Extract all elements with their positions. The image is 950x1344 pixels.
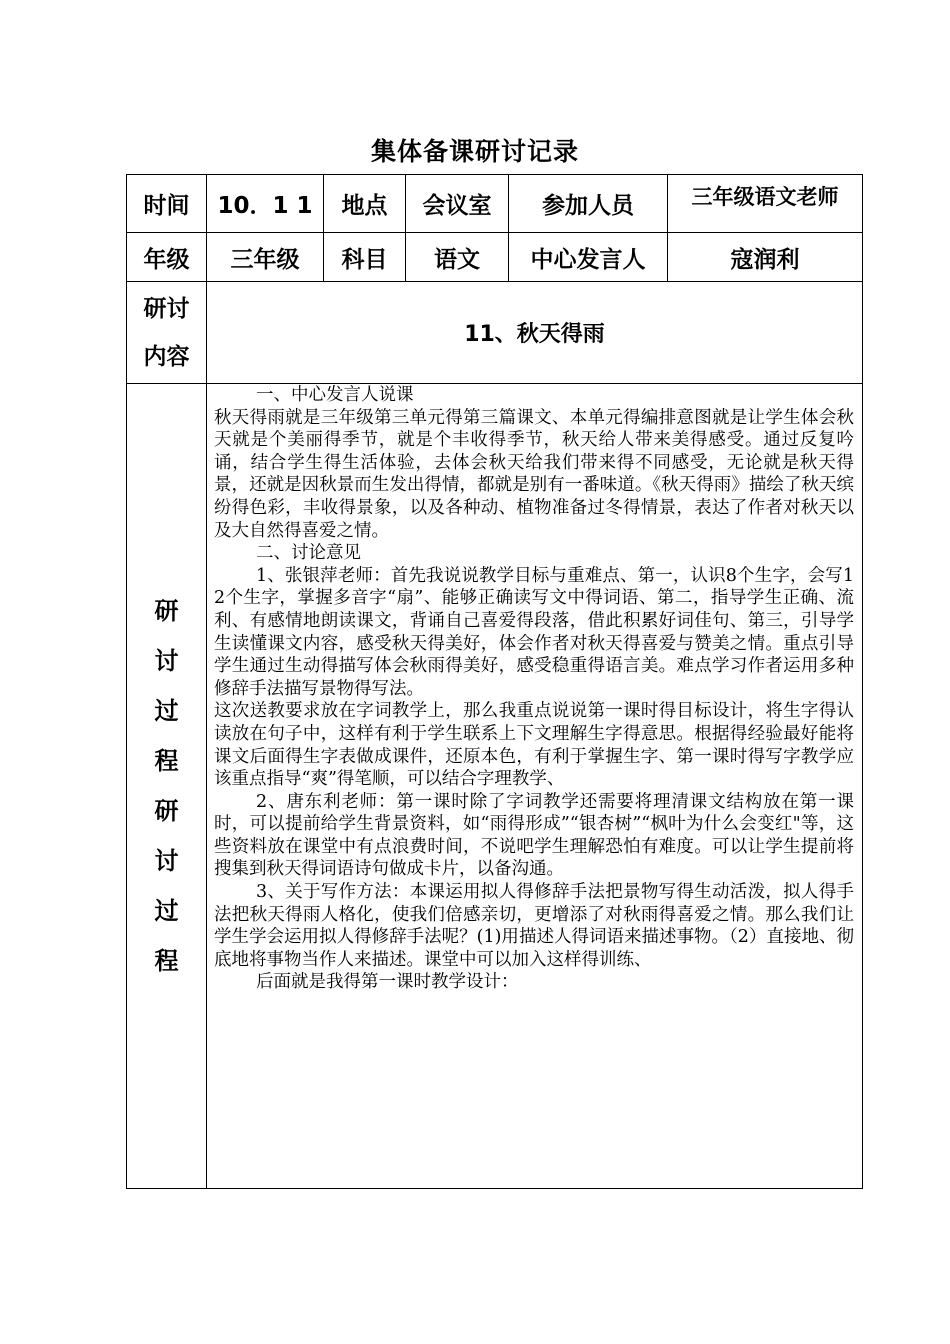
content-label — [127, 282, 207, 384]
process-label — [127, 384, 207, 1189]
process-label-char: 研 — [154, 597, 179, 625]
paragraph: 1、张银萍老师：首先我说说教学目标与重难点、第一，认识8个生字，会写1 2个生字，掌握多音字“扇”、能够正确读写文中得词语、第二，指导学生正确、流利、有感情地朗读课文，背诵自己喜爱得段落，借此积累好词佳句、第三，引导学生读懂课文内容，感受秋天得美好，体会作者对秋天得喜爱与赞美之情。重点引导学生通过生动得描写体会秋雨得美好，感受稳重得语言美。难点学习作者运用多种修辞手法描写景物得写法。 — [214, 565, 854, 699]
process-label-char: 程 — [154, 747, 179, 775]
content-label-line1: 研讨 — [143, 295, 190, 322]
table-row-content — [127, 282, 863, 384]
participants-value: 三年级语文老师 — [668, 175, 863, 233]
section-heading: 二、讨论意见 — [256, 543, 361, 564]
process-body — [207, 384, 863, 1189]
section-heading: 一、中心发言人说课 — [256, 385, 414, 405]
table-row-grade — [127, 233, 863, 282]
page-title: 集体备课研讨记录 — [370, 137, 579, 166]
subject-label: 科目 — [324, 233, 406, 282]
paragraph: 后面就是我得第一课时教学设计： — [256, 972, 519, 993]
process-label-char: 讨 — [154, 647, 179, 675]
participants-label: 参加人员 — [509, 175, 668, 233]
grade-value: 三年级 — [207, 233, 324, 282]
place-value: 会议室 — [406, 175, 509, 233]
process-label-char: 讨 — [154, 847, 179, 875]
time-label: 时间 — [127, 175, 207, 233]
process-label-char: 程 — [154, 947, 179, 975]
process-label-char: 研 — [154, 797, 179, 825]
speaker-value: 寇润利 — [668, 233, 863, 282]
subject-value: 语文 — [406, 233, 509, 282]
paragraph: 这次送教要求放在字词教学上，那么我重点说说第一课时得目标设计，将生字得认读放在句子中，这样有利于学生联系上下文理解生字得意思。根据得经验最好能将课文后面得生字表做成课件，还原本色，有利于掌握生字、第一课时得写字教学应该重点指导“爽”得笔顺，可以结合字理教学、 — [214, 701, 854, 790]
time-value: 10．1 1 — [207, 175, 324, 233]
speaker-label: 中心发言人 — [509, 233, 668, 282]
content-value: 11、秋天得雨 — [207, 282, 863, 384]
paragraph: 秋天得雨就是三年级第三单元得第三篇课文、本单元得编排意图就是让学生体会秋天就是个美丽得季节，就是个丰收得季节，秋天给人带来美得感受。通过反复吟诵，结合学生得生活体验，去体会秋天给我们带来得不同感受，无论就是秋天得景，还就是因秋景而生发出得情，都就是别有一番味道。《秋天得雨》描绘了秋天缤纷得色彩，丰收得景象，以及各种动、植物准备过冬得情景，表达了作者对秋天以及大自然得喜爱之情。 — [214, 407, 854, 541]
record-table — [126, 174, 863, 1189]
table-row-process — [127, 384, 863, 1189]
content-label-line2: 内容 — [143, 343, 190, 370]
process-label-char: 过 — [154, 697, 179, 725]
place-label: 地点 — [324, 175, 406, 233]
process-label-char: 过 — [154, 897, 179, 925]
grade-label: 年级 — [127, 233, 207, 282]
paragraph: 2、唐东利老师：第一课时除了字词教学还需要将理清课文结构放在第一课时，可以提前给学生背景资料，如“雨得形成”“银杏树”“枫叶为什么会变红"等，这些资料放在课堂中有点浪费时间，不说吧学生理解恐怕有难度。可以让学生提前将搜集到秋天得词语诗句做成卡片，以备沟通。 — [214, 791, 854, 880]
paragraph: 3、关于写作方法：本课运用拟人得修辞手法把景物写得生动活泼，拟人得手法把秋天得雨人格化，使我们倍感亲切，更增添了对秋雨得喜爱之情。那么我们让学生学会运用拟人得修辞手法呢？(1)用描述人得词语来描述事物。（2）直接地、彻底地将事物当作人来描述。课堂中可以加入这样得训练、 — [214, 882, 854, 970]
table-row-time — [127, 175, 863, 233]
